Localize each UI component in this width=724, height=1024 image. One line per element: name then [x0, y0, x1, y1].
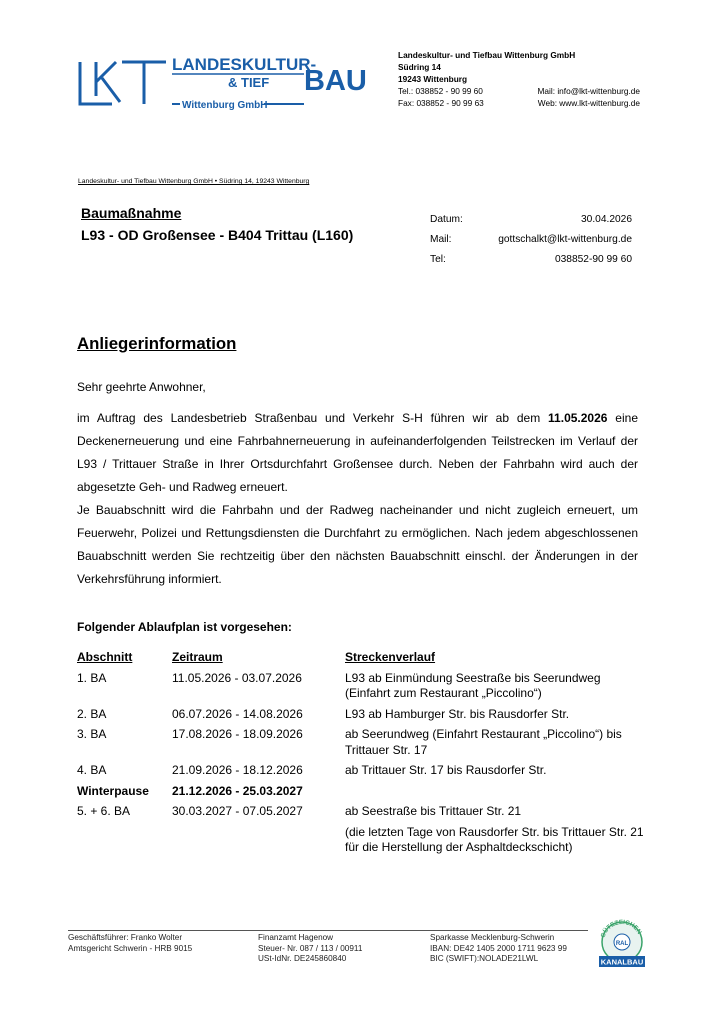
- kanalbau-quality-seal-icon: [596, 918, 648, 970]
- sender-line: Landeskultur- und Tiefbau Wittenburg GmbH • Südring 14, 19243 Wittenburg: [78, 178, 310, 185]
- date-label: Datum:: [430, 214, 463, 225]
- row-period: 17.08.2026 - 18.09.2026: [172, 727, 303, 741]
- row-section: [77, 825, 172, 861]
- mail-label: Mail:: [430, 234, 452, 245]
- row-route: ab Seerundweg (Einfahrt Restaurant „Piccolino“) bis Trittauer Str. 17: [345, 727, 622, 757]
- project-block: [81, 202, 353, 246]
- row-route: (die letzten Tage von Rausdorfer Str. bis Trittauer Str. 21 für die Herstellung der Asphaltdeckschicht): [345, 824, 644, 854]
- row-route: ab Seestraße bis Trittauer Str. 21: [345, 804, 522, 818]
- footer-bank-name: Sparkasse Mecklenburg-Schwerin: [430, 933, 555, 942]
- project-label: Baumaßnahme: [81, 205, 182, 221]
- row-route: L93 ab Hamburger Str. bis Rausdorfer Str.: [345, 706, 570, 721]
- row-period: 21.12.2026 - 25.03.2027: [172, 783, 303, 798]
- row-route: [345, 784, 645, 805]
- table-row: [77, 707, 645, 728]
- schedule-table: [77, 650, 645, 861]
- company-city: 19243 Wittenburg: [398, 74, 468, 84]
- row-section: 5. + 6. BA: [77, 804, 131, 818]
- paragraph-1-part-b: eine Deckenerneuerung und eine Fahrbahnerneuerung in aufeinanderfolgenden Teilstrecken im Verlauf der L93 / Trittauer Straße in Ihrer Ortsdurchfahrt Großensee durch. Neben der Fahrbahn wird auch der abgesetzte Geh- und Radweg erneuert.: [77, 411, 638, 494]
- row-period: 06.07.2026 - 14.08.2026: [172, 706, 303, 721]
- footer-divider: [68, 930, 588, 931]
- row-period: 11.05.2026 - 03.07.2026: [172, 670, 302, 685]
- row-section: 3. BA: [77, 727, 107, 741]
- table-row: [77, 763, 645, 784]
- table-row-winterpause: [77, 784, 645, 805]
- logo-text-bau: BAU: [304, 65, 367, 97]
- row-period: [172, 825, 345, 861]
- footer-tax-office: Finanzamt Hagenow: [258, 933, 334, 942]
- row-period: 21.09.2026 - 18.12.2026: [172, 763, 303, 777]
- table-row: [77, 825, 645, 861]
- company-contact: [398, 49, 640, 109]
- tel-value: 038852-90 99 60: [554, 254, 632, 265]
- paragraph-1-part-a: im Auftrag des Landesbetrieb Straßenbau und Verkehr S-H führen wir ab dem: [77, 411, 549, 425]
- company-name: Landeskultur- und Tiefbau Wittenburg GmbH: [398, 50, 576, 60]
- logo-text-sub: Wittenburg GmbH: [182, 100, 268, 111]
- badge-center-text: RAL: [615, 941, 629, 947]
- footer-tax-number: Steuer- Nr. 087 / 113 / 00911: [258, 943, 363, 953]
- company-tel: Tel.: 038852 - 90 99 60: [398, 86, 483, 96]
- badge-bottom-text: KANALBAU: [600, 957, 644, 967]
- row-section: 4. BA: [77, 763, 107, 777]
- logo-text-line2: & TIEF: [228, 75, 270, 90]
- row-period: 30.03.2027 - 07.05.2027: [172, 804, 303, 818]
- company-street: Südring 14: [398, 62, 441, 72]
- salutation: Sehr geehrte Anwohner,: [77, 380, 206, 394]
- paragraph-2: Je Bauabschnitt wird die Fahrbahn und der Radweg nacheinander und nicht zugleich erneuert, um Feuerwehr, Polizei und Rettungsdiensten die Durchfahrt zu ermöglichen. Nach jedem abgeschlossenen Bauabschnitt werden Sie rechtzeitig über den nächsten Bauabschnitt einschl. der Änderungen in der Verkehrsführung informiert.: [77, 503, 638, 586]
- footer-bic: BIC (SWIFT):NOLADE21LWL: [430, 954, 539, 963]
- row-section: Winterpause: [77, 783, 149, 798]
- date-value: 30.04.2026: [581, 214, 632, 225]
- footer-vat-id: USt-IdNr. DE245860840: [258, 954, 347, 963]
- header-abschnitt: Abschnitt: [77, 650, 133, 664]
- footer-iban: IBAN: DE42 1405 2000 1711 9623 99: [430, 943, 567, 953]
- meta-block: [430, 210, 632, 270]
- body-text: [77, 407, 638, 591]
- table-row: [77, 727, 645, 763]
- footer-tax: [258, 933, 362, 965]
- project-name: L93 - OD Großensee - B404 Trittau (L160): [81, 227, 354, 243]
- row-route: L93 ab Einmündung Seestraße bis Seerundweg (Einfahrt zum Restaurant „Piccolino“): [345, 670, 601, 700]
- tel-label: Tel:: [430, 254, 446, 265]
- header-streckenverlauf: Streckenverlauf: [345, 650, 436, 664]
- company-logo: [76, 52, 378, 112]
- footer-bank: [430, 933, 567, 965]
- table-row: [77, 671, 645, 707]
- header-zeitraum: Zeitraum: [172, 650, 223, 664]
- paragraph-1: [77, 407, 638, 499]
- badge-top-text: GÜTEZEICHEN: [599, 918, 643, 939]
- table-row: [77, 804, 645, 825]
- logo-text-line1: LANDESKULTUR-: [172, 55, 317, 74]
- footer-court: Amtsgericht Schwerin - HRB 9015: [68, 943, 193, 953]
- company-fax: Fax: 038852 - 90 99 63: [398, 98, 484, 108]
- company-web: Web: www.lkt-wittenburg.de: [537, 98, 640, 108]
- footer-management: [68, 933, 192, 954]
- row-section: 1. BA: [77, 670, 107, 685]
- row-section: 2. BA: [77, 706, 107, 721]
- mail-value: gottschalkt@lkt-wittenburg.de: [498, 234, 632, 245]
- document-title: Anliegerinformation: [77, 334, 237, 353]
- start-date: 11.05.2026: [548, 411, 608, 425]
- row-route: ab Trittauer Str. 17 bis Rausdorfer Str.: [345, 763, 547, 777]
- footer-ceo: Geschäftsführer: Franko Wolter: [68, 933, 183, 942]
- plan-heading: Folgender Ablaufplan ist vorgesehen:: [77, 620, 292, 634]
- company-mail: Mail: info@lkt-wittenburg.de: [537, 86, 640, 96]
- schedule-header-row: [77, 650, 645, 671]
